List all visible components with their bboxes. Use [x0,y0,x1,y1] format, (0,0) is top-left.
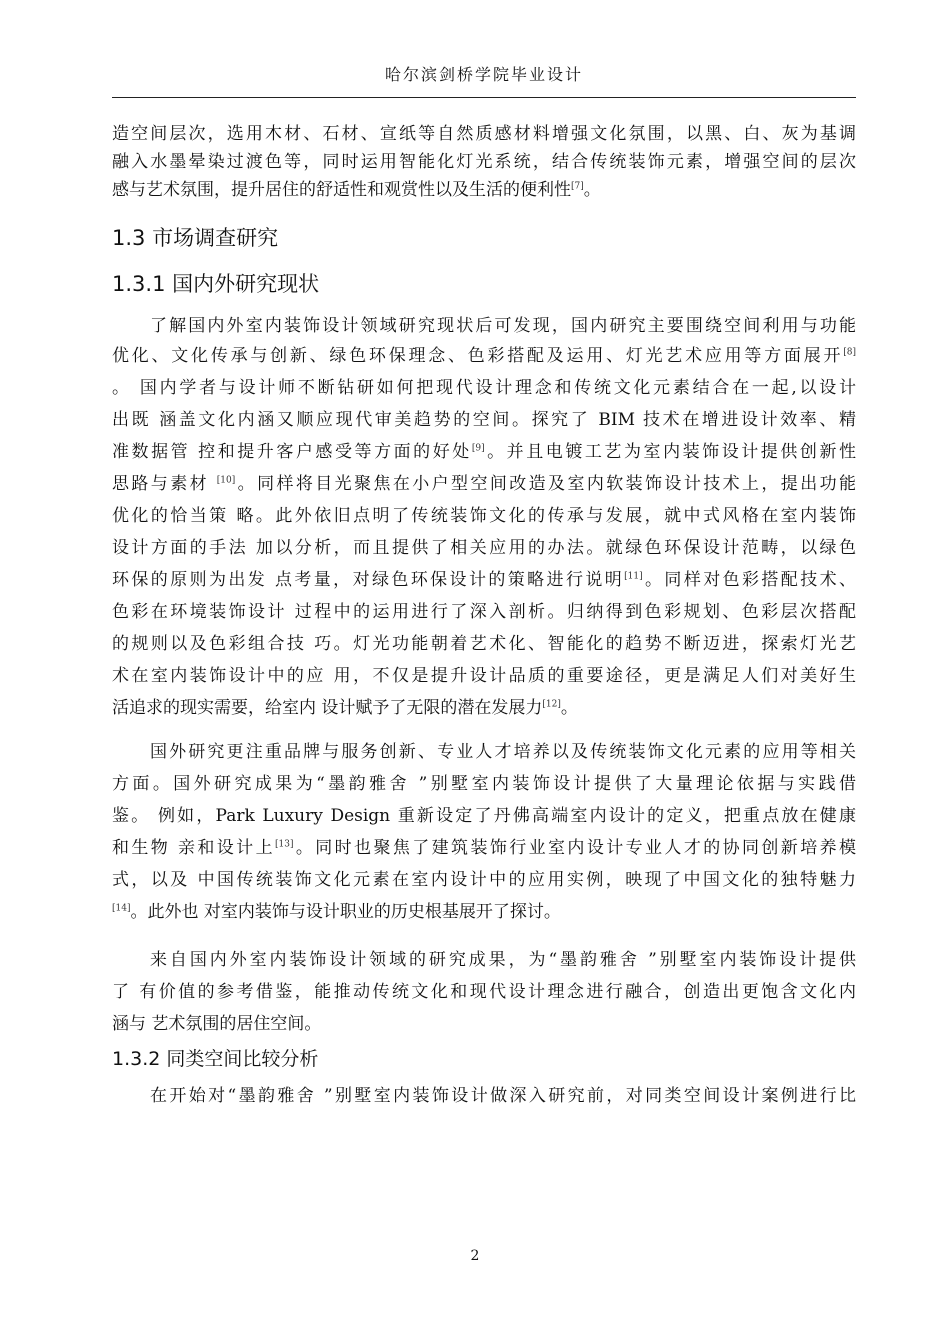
body-line: 感与艺术氛围，提升居住的舒适性和观赏性以及生活的便利性[7]。 [112,180,601,200]
body-line: 的规则以及色彩组合技 巧。灯光功能朝着艺术化、智能化的趋势不断迈进，探索灯光艺 [112,634,856,654]
body-line: 来自国内外室内装饰设计领域的研究成果，为“墨韵雅舍 ”别墅室内装饰设计提供 [150,950,856,970]
body-line: 优化的恰当策 略。此外依旧点明了传统装饰文化的传承与发展，就中式风格在室内装饰 [112,506,856,526]
section-heading-1-3-2: 1.3.2 同类空间比较分析 [112,1048,319,1070]
citation: [13] [274,839,294,850]
citation: [14] [112,903,131,914]
body-line: 造空间层次，选用木材、石材、宣纸等自然质感材料增强文化氛围，以黑、白、灰为基调 [112,124,856,144]
page-header-title: 哈尔滨剑桥学院毕业设计 [384,65,583,84]
section-heading-1-3: 1.3 市场调查研究 [112,226,279,250]
section-heading-1-3-1: 1.3.1 国内外研究现状 [112,272,320,296]
body-line: 了解国内外室内装饰设计领域研究现状后可发现，国内研究主要围绕空间利用与功能 [150,316,856,336]
body-line: 准数据管 控和提升客户感受等方面的好处[9]。并且电镀工艺为室内装饰设计提供创新性 [112,442,856,462]
body-line: 方面。国外研究成果为“墨韵雅舍 ”别墅室内装饰设计提供了大量理论依据与实践借 [112,774,856,794]
citation: [11] [624,571,643,582]
body-line: 设计方面的手法 加以分析，而且提供了相关应用的办法。就绿色环保设计范畴，以绿色 [112,538,856,558]
body-line: 环保的原则为出发 点考量，对绿色环保设计的策略进行说明[11]。同样对色彩搭配技术、 [112,570,856,590]
body-line: 在开始对“墨韵雅舍 ”别墅室内装饰设计做深入研究前，对同类空间设计案例进行比 [150,1086,856,1106]
body-line: 鉴。 例如，Park Luxury Design 重新设定了丹佛高端室内设计的定义，把重点放在健康 [112,806,856,826]
header-divider [112,97,856,98]
body-line: 式，以及 中国传统装饰文化元素在室内设计中的应用实例，映现了中国文化的独特魅力 [112,870,856,890]
body-line: 优化、文化传承与创新、绿色环保理念、色彩搭配及运用、灯光艺术应用等方面展开[8] [112,346,856,366]
body-line: 了 有价值的参考借鉴，能推动传统文化和现代设计理念进行融合，创造出更饱含文化内 [112,982,856,1002]
body-line: [14]。此外也 对室内装饰与设计职业的历史根基展开了探讨。 [112,902,561,922]
body-line: 活追求的现实需要，给室内 设计赋予了无限的潜在发展力[12]。 [112,698,578,718]
body-line: 涵与 艺术氛围的居住空间。 [112,1014,322,1034]
citation: [9] [471,443,485,454]
citation: [8] [843,347,856,358]
page-number: 2 [470,1248,480,1264]
body-line: 国外研究更注重品牌与服务创新、专业人才培养以及传统装饰文化元素的应用等相关 [150,742,856,762]
body-line: 融入水墨晕染过渡色等，同时运用智能化灯光系统，结合传统装饰元素，增强空间的层次 [112,152,856,172]
body-line: 和生物 亲和设计上[13]。同时也聚焦了建筑装饰行业室内设计专业人才的协同创新培养模 [112,838,856,858]
citation: [10] [216,475,236,486]
body-line: 思路与素材 [10]。同样将目光聚焦在小户型空间改造及室内软装饰设计技术上，提出功能 [112,474,857,494]
body-line: 。 国内学者与设计师不断钻研如何把现代设计理念和传统文化元素结合在一起,以设计 [112,378,856,398]
body-line: 出既 涵盖文化内涵又顺应现代审美趋势的空间。探究了 BIM 技术在增进设计效率、精 [112,410,856,430]
body-line: 术在室内装饰设计中的应 用，不仅是提升设计品质的重要途径，更是满足人们对美好生 [112,666,856,686]
citation: [7] [571,181,584,192]
body-line: 色彩在环境装饰设计 过程中的运用进行了深入剖析。归纳得到色彩规划、色彩层次搭配 [112,602,856,622]
citation: [12] [542,699,561,710]
